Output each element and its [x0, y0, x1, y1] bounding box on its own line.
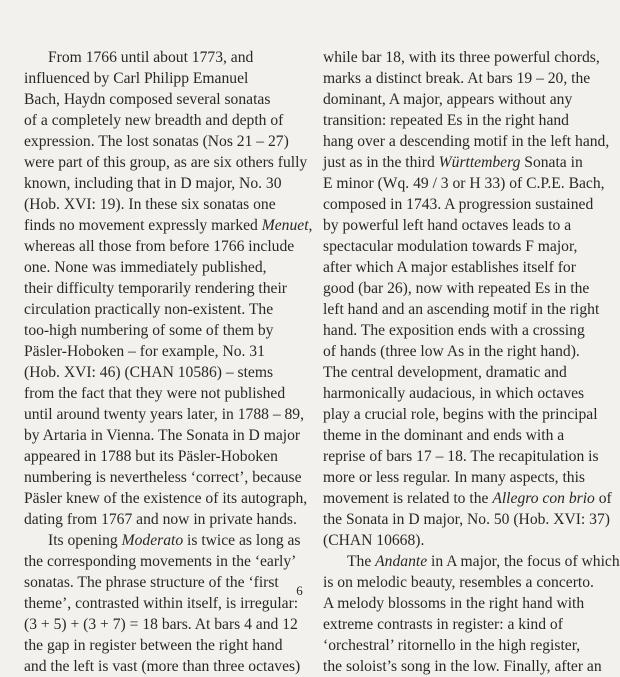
text-line: [24, 257, 308, 278]
text-line: [24, 236, 308, 257]
text-line: [323, 278, 609, 299]
line-text: harmonically audacious, in which octaves: [323, 385, 585, 402]
text-line: [24, 341, 308, 362]
text-line: [323, 131, 609, 152]
text-line: [323, 257, 609, 278]
line-text: too-high numbering of some of them by: [24, 322, 274, 339]
line-text: one. None was immediately published,: [24, 259, 267, 276]
line-text: Sonata in: [520, 154, 583, 171]
text-line: [323, 467, 609, 488]
text-line: [24, 110, 308, 131]
line-text: Päsler-Hoboken – for example, No. 31: [24, 343, 265, 360]
italic-term: Menuet,: [261, 217, 313, 234]
line-text: marks a distinct break. At bars 19 – 20, the: [323, 70, 591, 87]
text-line: [24, 467, 308, 488]
line-text: the soloist’s song in the low. Finally, after an: [323, 658, 602, 675]
line-text: hand. The exposition ends with a crossing: [323, 322, 585, 339]
line-text: The: [347, 553, 376, 570]
line-text: theme’, contrasted within itself, is irregular:: [24, 595, 299, 612]
line-text: the corresponding movements in the ‘early’: [24, 553, 297, 570]
line-text: good (bar 26), now with repeated Es in the: [323, 280, 590, 297]
text-line: [24, 47, 308, 68]
text-line: [24, 656, 308, 677]
text-line: [323, 551, 620, 572]
text-line: [24, 551, 308, 572]
line-text: just as in the third: [323, 154, 439, 171]
line-text: transition: repeated Es in the right hand: [323, 112, 569, 129]
text-line: [323, 299, 609, 320]
text-line: [24, 509, 308, 530]
page-number: 6: [296, 583, 303, 598]
line-text: (3 + 5) + (3 + 7) = 18 bars. At bars 4 and 12: [24, 616, 298, 633]
line-text: (Hob. XVI: 46) (CHAN 10586) – stems: [24, 364, 274, 381]
line-text: while bar 18, with its three powerful chords,: [323, 49, 600, 66]
text-line: [24, 152, 308, 173]
line-text: sonatas. The phrase structure of the ‘first: [24, 574, 279, 591]
line-text: (CHAN 10668).: [323, 532, 425, 549]
text-line: [323, 656, 609, 677]
text-line: [323, 509, 609, 530]
text-line: [24, 299, 308, 320]
line-text: of: [594, 490, 612, 507]
text-line: [24, 194, 308, 215]
line-text: play a crucial role, begins with the principal: [323, 406, 598, 423]
line-text: Its opening: [48, 532, 122, 549]
line-text: (Hob. XVI: 19). In these six sonatas one: [24, 196, 276, 213]
line-text: in A major, the focus of which: [427, 553, 620, 570]
line-text: composed in 1743. A progression sustained: [323, 196, 594, 213]
line-text: the Sonata in D major, No. 50 (Hob. XVI: 37): [323, 511, 610, 528]
line-text: expression. The lost sonatas (Nos 21 – 27): [24, 133, 289, 150]
text-line: [24, 215, 313, 236]
line-text: until around twenty years later, in 1788 – 89,: [24, 406, 305, 423]
italic-term: Andante: [375, 553, 428, 570]
line-text: extreme contrasts in register: a kind of: [323, 616, 563, 633]
line-text: of hands (three low As in the right hand).: [323, 343, 580, 360]
line-text: known, including that in D major, No. 30: [24, 175, 282, 192]
text-line: [24, 173, 308, 194]
line-text: influenced by Carl Philipp Emanuel: [24, 70, 249, 87]
text-line: [323, 530, 609, 551]
text-line: [24, 404, 308, 425]
line-text: of a completely new breadth and depth of: [24, 112, 284, 129]
line-text: left hand and an ascending motif in the right: [323, 301, 600, 318]
text-line: [24, 131, 308, 152]
line-text: dominant, A major, appears without any: [323, 91, 573, 108]
line-text: Bach, Haydn composed several sonatas: [24, 91, 271, 108]
text-line: [24, 614, 308, 635]
text-line: [24, 278, 308, 299]
line-text: dating from 1767 and now in private hands.: [24, 511, 297, 528]
text-line: [323, 47, 609, 68]
line-text: after which A major establishes itself for: [323, 259, 576, 276]
line-text: A melody blossoms in the right hand with: [323, 595, 585, 612]
line-text: hang over a descending motif in the left hand,: [323, 133, 610, 150]
text-line: [323, 425, 609, 446]
text-line: [24, 425, 308, 446]
line-text: by powerful left hand octaves leads to a: [323, 217, 572, 234]
text-line: [323, 404, 609, 425]
text-line: [24, 320, 308, 341]
line-text: the gap in register between the right hand: [24, 637, 283, 654]
line-text: numbering is nevertheless ‘correct’, because: [24, 469, 302, 486]
text-line: [24, 362, 308, 383]
text-line: [323, 215, 609, 236]
line-text: from the fact that they were not published: [24, 385, 286, 402]
text-line: [24, 488, 308, 509]
text-line: [323, 68, 609, 89]
line-text: their difficulty temporarily rendering their: [24, 280, 287, 297]
text-line: [323, 362, 609, 383]
line-text: whereas all those from before 1766 include: [24, 238, 295, 255]
line-text: is on melodic beauty, resembles a concerto.: [323, 574, 594, 591]
text-line: [24, 89, 308, 110]
line-text: spectacular modulation towards F major,: [323, 238, 578, 255]
text-line: [323, 614, 609, 635]
italic-term: Moderato: [121, 532, 184, 549]
text-line: [323, 488, 612, 509]
line-text: ‘orchestral’ ritornello in the high register,: [323, 637, 581, 654]
text-line: [24, 383, 308, 404]
text-line: [323, 194, 609, 215]
line-text: finds no movement expressly marked: [24, 217, 262, 234]
text-line: [24, 68, 308, 89]
line-text: From 1766 until about 1773, and: [48, 49, 254, 66]
line-text: were part of this group, as are six others fully: [24, 154, 308, 171]
line-text: reprise of bars 17 – 18. The recapitulation is: [323, 448, 599, 465]
text-line: [323, 152, 609, 173]
text-line: [24, 530, 308, 551]
line-text: is twice as long as: [183, 532, 301, 549]
line-text: E minor (Wq. 49 / 3 or H 33) of C.P.E. Bach,: [323, 175, 605, 192]
text-line: [323, 110, 609, 131]
line-text: and the left is vast (more than three octaves): [24, 658, 301, 675]
text-line: [24, 635, 308, 656]
text-line: [24, 446, 308, 467]
text-line: [323, 173, 609, 194]
italic-term: Allegro con brio: [492, 490, 595, 507]
line-text: movement is related to the: [323, 490, 493, 507]
text-line: [323, 446, 609, 467]
line-text: by Artaria in Vienna. The Sonata in D major: [24, 427, 301, 444]
text-line: [323, 635, 609, 656]
line-text: more or less regular. In many aspects, this: [323, 469, 585, 486]
line-text: theme in the dominant and ends with a: [323, 427, 565, 444]
text-line: [323, 341, 609, 362]
text-line: [323, 236, 609, 257]
text-line: [323, 383, 609, 404]
line-text: Päsler knew of the existence of its autograph,: [24, 490, 308, 507]
line-text: The central development, dramatic and: [323, 364, 567, 381]
line-text: circulation practically non-existent. The: [24, 301, 274, 318]
text-line: [323, 320, 609, 341]
line-text: appeared in 1788 but its Päsler-Hoboken: [24, 448, 278, 465]
italic-term: Württemberg: [438, 154, 521, 171]
text-line: [323, 89, 609, 110]
